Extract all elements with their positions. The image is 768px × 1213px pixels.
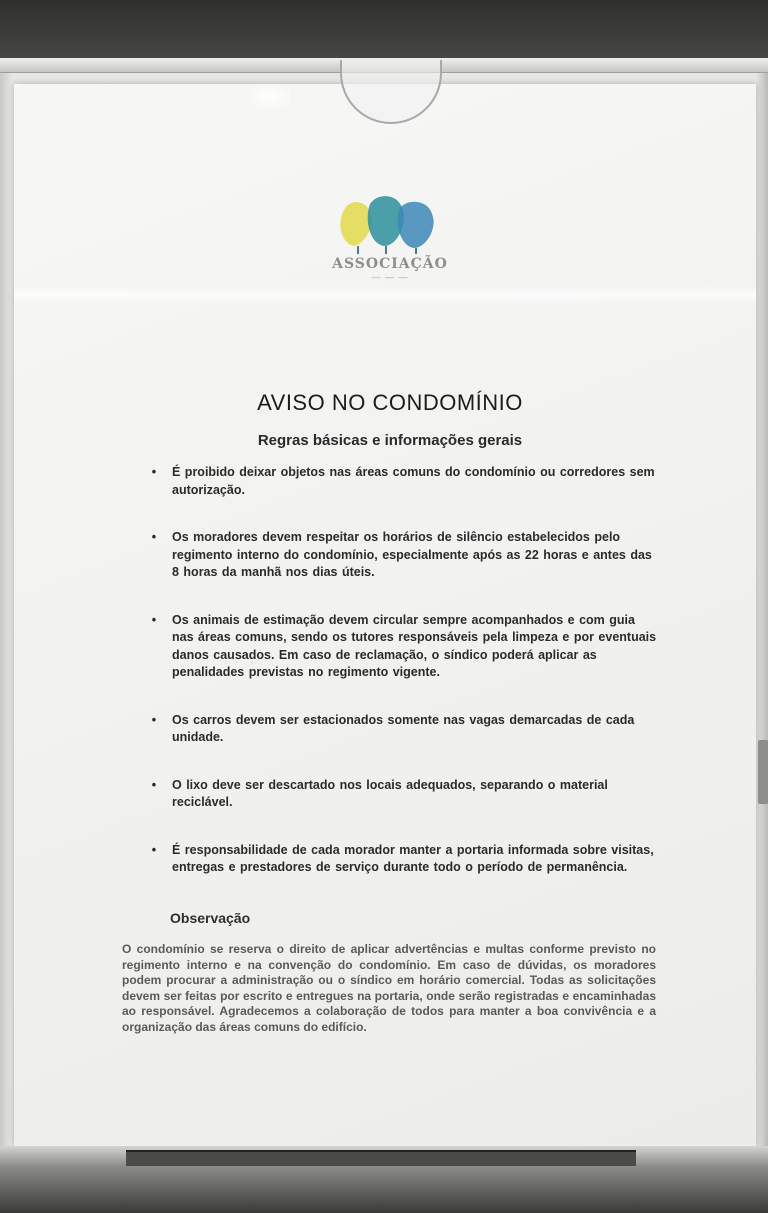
holder-bottom-slot (126, 1150, 636, 1166)
logo-subtitle: — — — (371, 272, 409, 282)
bullet-icon: • (151, 465, 157, 479)
rules-list (148, 464, 658, 907)
bullet-icon: • (151, 842, 157, 857)
rule-item (148, 529, 658, 582)
mounting-clip (758, 740, 768, 804)
rule-item (148, 712, 658, 747)
rule-text: É proibido deixar objetos nas áreas comuns do condomínio ou corredores sem autorização. (172, 465, 655, 497)
leaf-logo-icon (336, 192, 444, 256)
rule-text: Os animais de estimação devem circular sempre acompanhados e com guia nas áreas comuns, sendo os tutores responsáveis pela limpeza e por eventuais danos causados. Em caso de reclamação, o síndico poderá aplicar as penalidades previstas no regimento vigente. (172, 612, 657, 679)
rule-text: Os moradores devem respeitar os horários de silêncio estabelecidos pelo regimento interno do condomínio, especialmente após as 22 horas e antes das 8 horas da manhã nos dias úteis. (172, 530, 652, 579)
notice-title: AVISO NO CONDOMÍNIO (257, 390, 523, 415)
bullet-icon: • (151, 530, 157, 544)
rule-item (148, 464, 658, 499)
rule-item (148, 612, 658, 682)
rule-text: Os carros devem ser estacionados somente nas vagas demarcadas de cada unidade. (172, 712, 635, 744)
observation-heading: Observação (170, 910, 251, 926)
bullet-icon: • (151, 777, 157, 792)
light-reflection (250, 86, 290, 108)
notice-subtitle: Regras básicas e informações gerais (257, 432, 523, 449)
observation-paragraph: O condomínio se reserva o direito de aplicar advertências e multas conforme previsto no regimento interno e na convenção do condomínio. Em caso de dúvidas, os moradores podem procurar a administração ou o síndico em horário comercial. Todas as solicitações devem ser feitas por escrito e entregues na portaria, onde serão registradas e encaminhadas ao responsável. Agradecemos a colaboração de todos para manter a boa convivência e a organização das áreas comuns do edifício. (122, 942, 656, 1034)
association-logo (300, 192, 480, 292)
rule-item (148, 842, 658, 877)
rule-text: O lixo deve ser descartado nos locais adequados, separando o material reciclável. (172, 777, 608, 809)
rule-item (148, 777, 658, 812)
glare-band (14, 286, 756, 304)
rule-text: É responsabilidade de cada morador manter a portaria informada sobre visitas, entregas e prestadores de serviço durante todo o período de permanência. (172, 842, 654, 874)
bullet-icon: • (151, 612, 157, 627)
logo-name-text: ASSOCIAÇÃO (332, 256, 448, 272)
bullet-icon: • (151, 712, 157, 727)
